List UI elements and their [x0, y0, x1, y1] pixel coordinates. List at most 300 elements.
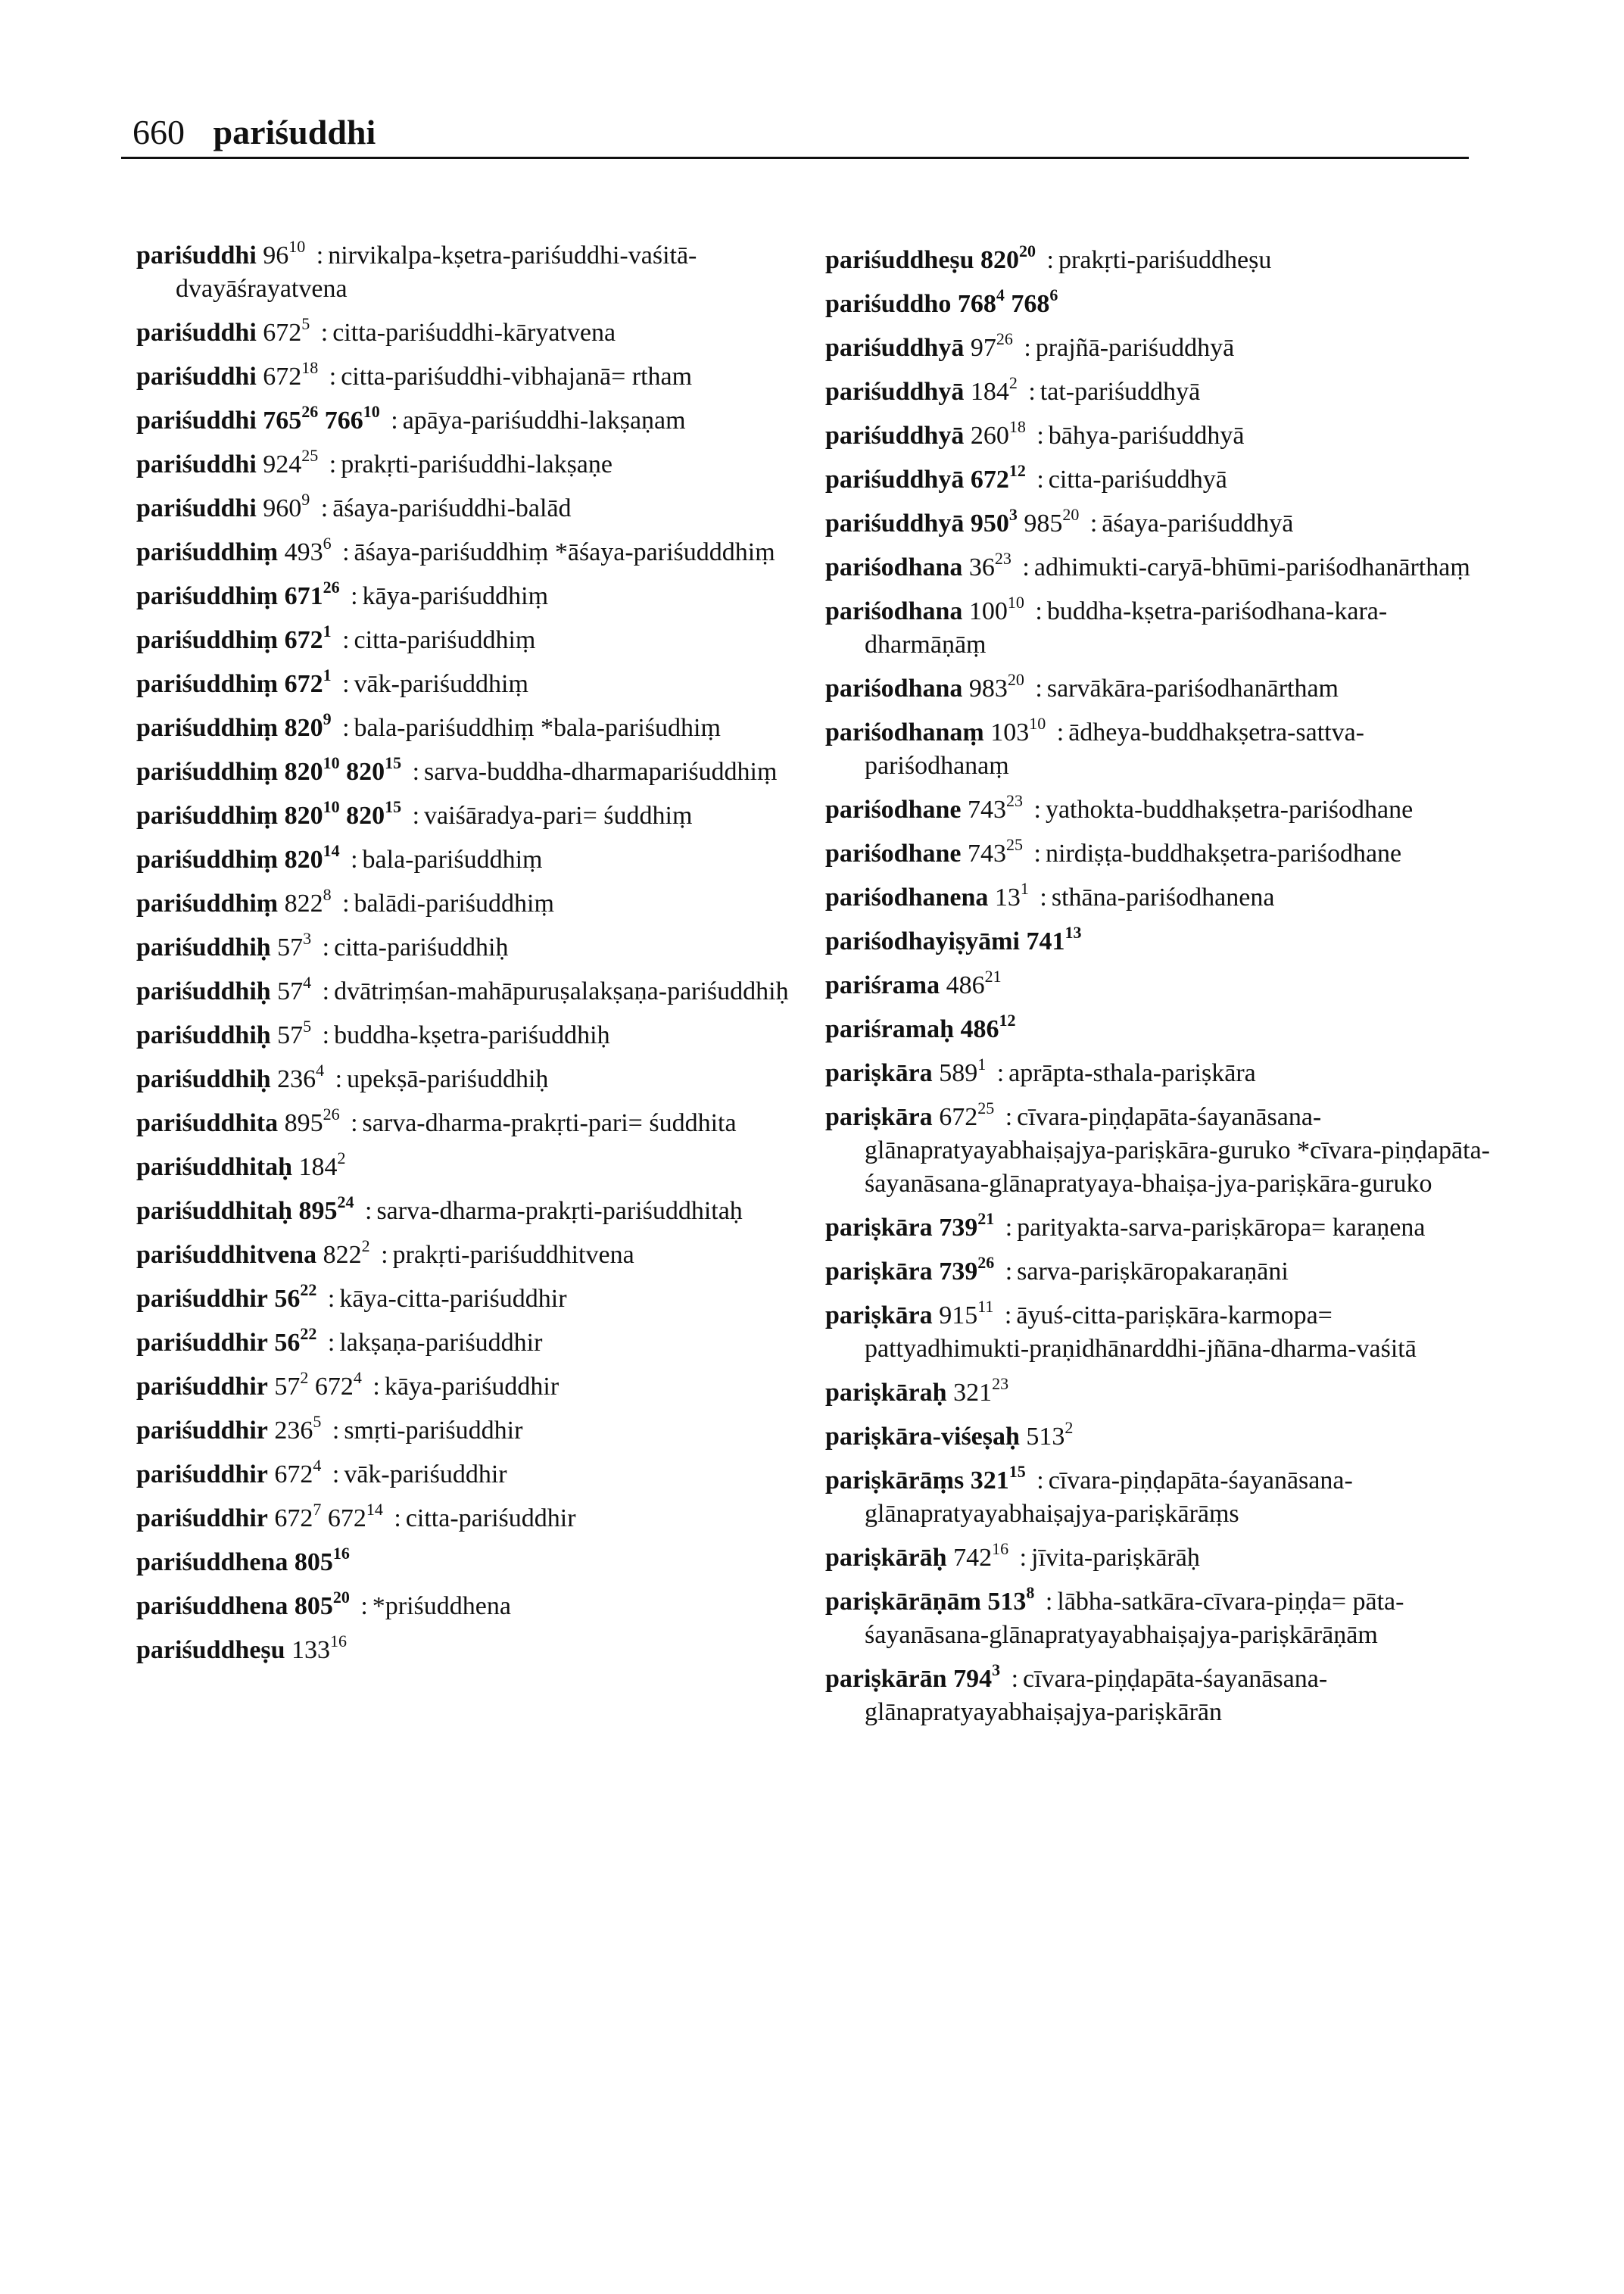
entry-reference: [294, 1588, 350, 1620]
reference-page: 794: [953, 1665, 993, 1693]
index-entry: [136, 404, 803, 438]
entry-context: bala-pariśuddhiṃ *bala-pariśudhiṃ: [354, 714, 721, 742]
entry-reference: [298, 1192, 354, 1225]
reference-page: 672: [263, 319, 302, 347]
reference-line: 16: [992, 1539, 1009, 1558]
left-column: [136, 239, 803, 1678]
reference-line: 9: [323, 709, 332, 728]
reference-line: 23: [1006, 791, 1023, 810]
entry-separator: :: [332, 1417, 340, 1445]
entry-reference: [284, 841, 340, 874]
index-entry: [136, 448, 803, 482]
entry-headword: pariśuddhir: [136, 1329, 268, 1357]
reference-line: 4: [303, 973, 312, 992]
entry-headword: pariśodhane: [825, 796, 962, 824]
entry-reference: [284, 885, 332, 918]
entry-headword: pariṣkāra-viśeṣaḥ: [825, 1423, 1020, 1451]
reference-line: 15: [385, 753, 402, 772]
reference-page: 820: [284, 846, 323, 874]
reference-page: 321: [970, 1466, 1009, 1495]
entry-reference: [263, 237, 306, 270]
running-headword: pariśuddhi: [213, 113, 376, 151]
reference-page: 513: [987, 1588, 1027, 1616]
entry-reference: [284, 753, 340, 786]
reference-page: 766: [324, 407, 363, 435]
entry-separator: :: [316, 242, 324, 270]
index-entry: [825, 1585, 1492, 1652]
entry-reference: [274, 1280, 317, 1313]
entry-headword: pariśuddhi: [136, 407, 257, 435]
entry-reference: [284, 665, 332, 698]
index-entry: [825, 1420, 1492, 1454]
entry-separator: :: [320, 494, 329, 522]
entry-headword: pariśuddhyā: [825, 422, 965, 450]
entry-headword: pariṣkāraḥ: [825, 1379, 947, 1407]
reference-page: 950: [970, 510, 1009, 538]
entry-headword: pariśodhayiṣyāmi: [825, 927, 1020, 955]
entry-context: jīvita-pariṣkārāḥ: [1031, 1544, 1200, 1572]
reference-page: 100: [968, 597, 1008, 625]
entry-context: ādheya-buddhakṣetra-sattva-pariśodhanaṃ: [865, 718, 1365, 780]
reference-page: 133: [291, 1636, 331, 1664]
entry-headword: pariśuddhiḥ: [136, 1021, 271, 1049]
entry-separator: :: [342, 670, 350, 698]
entry-headword: pariśuddhiḥ: [136, 977, 271, 1005]
entry-separator: :: [342, 890, 350, 918]
index-entry: [136, 492, 803, 525]
reference-line: 6: [323, 534, 332, 553]
entry-reference: [294, 1544, 350, 1576]
entry-context: dvātriṃśan-mahāpuruṣalakṣaṇa-pariśuddhiḥ: [334, 977, 789, 1005]
entry-headword: pariśuddho: [825, 290, 952, 318]
entry-reference: [946, 967, 1002, 999]
reference-page: 820: [980, 246, 1020, 274]
reference-line: 6: [1049, 285, 1058, 304]
index-entry: [136, 1151, 803, 1184]
reference-page: 260: [970, 422, 1009, 450]
index-entry: [136, 536, 803, 569]
entry-headword: pariṣkāra: [825, 1301, 933, 1329]
entry-reference: [968, 835, 1023, 868]
entry-headword: pariśuddhir: [136, 1285, 268, 1313]
entry-reference: [953, 1660, 1001, 1693]
reference-page: 895: [284, 1109, 323, 1137]
reference-line: 25: [977, 1099, 995, 1117]
reference-page: 743: [968, 796, 1006, 824]
index-entry: [136, 1019, 803, 1052]
index-entry: [825, 793, 1492, 827]
index-entry: [825, 672, 1492, 706]
entry-headword: pariśuddhiṃ: [136, 802, 279, 830]
reference-line: 3: [992, 1660, 1001, 1679]
reference-page: 820: [284, 714, 323, 742]
reference-page: 486: [946, 971, 985, 999]
index-entry: [825, 925, 1492, 958]
entry-context: sarvākāra-pariśodhanārtham: [1046, 675, 1339, 703]
entry-headword: pariśuddheṣu: [825, 246, 974, 274]
entry-headword: pariṣkārān: [825, 1665, 947, 1693]
entry-reference: [274, 1324, 317, 1357]
entry-headword: pariśuddhena: [136, 1548, 288, 1576]
entry-reference: [939, 1099, 995, 1131]
entry-headword: pariśuddhitvena: [136, 1241, 317, 1269]
index-entry: [825, 373, 1492, 409]
entry-headword: pariṣkāra: [825, 1059, 933, 1087]
entry-context: kāya-pariśuddhiṃ: [362, 582, 549, 610]
entry-separator: :: [1005, 1214, 1013, 1242]
entry-reference: [284, 578, 340, 610]
reference-page: 742: [953, 1544, 993, 1572]
index-entry: [136, 1326, 803, 1360]
entry-context: lābha-satkāra-cīvara-piṇḍa= pāta-śayanāsana-glānapratyayabhaiṣajya-pariṣkārāṇām: [865, 1588, 1404, 1649]
entry-reference: [968, 670, 1024, 703]
entry-reference: [263, 314, 310, 347]
reference-page: 493: [284, 538, 323, 566]
entry-separator: :: [1035, 675, 1043, 703]
index-entry: [825, 244, 1492, 277]
entry-headword: pariśuddhiḥ: [136, 933, 271, 962]
reference-page: 983: [968, 675, 1008, 703]
reference-page: 56: [274, 1329, 301, 1357]
entry-separator: :: [1036, 1466, 1044, 1495]
entry-reference: [284, 1105, 340, 1137]
entry-headword: pariṣkārāṇām: [825, 1588, 981, 1616]
entry-separator: :: [381, 1241, 388, 1269]
entry-separator: :: [1046, 246, 1054, 274]
entry-reference: [314, 1368, 362, 1401]
entry-context: bāhya-pariśuddhyā: [1048, 422, 1245, 450]
index-entry: [136, 887, 803, 921]
entry-headword: pariśramaḥ: [825, 1015, 954, 1043]
entry-reference: [1026, 923, 1082, 955]
reference-line: 5: [313, 1412, 322, 1431]
index-entry: [825, 1376, 1492, 1410]
reference-line: 2: [361, 1236, 370, 1255]
entry-separator: :: [1028, 378, 1036, 406]
reference-page: 820: [284, 758, 323, 786]
reference-page: 671: [284, 582, 323, 610]
reference-page: 672: [263, 363, 302, 391]
entry-reference: [939, 1055, 987, 1087]
reference-page: 895: [298, 1197, 338, 1225]
entry-context: citta-pariśuddhir: [405, 1504, 576, 1532]
entry-context: prakṛti-pariśuddheṣu: [1058, 246, 1272, 274]
page-number: 660: [132, 113, 185, 151]
entry-reference: [987, 1583, 1035, 1616]
reference-page: 820: [284, 802, 323, 830]
reference-line: 4: [313, 1456, 322, 1475]
index-entry: [136, 1458, 803, 1491]
entry-headword: pariśodhana: [825, 597, 963, 625]
entry-context: sarva-buddha-dharmapariśuddhiṃ: [424, 758, 778, 786]
reference-page: 672: [970, 466, 1009, 494]
entry-headword: pariśuddhiṃ: [136, 846, 279, 874]
reference-page: 57: [277, 933, 304, 962]
entry-reference: [284, 622, 332, 654]
index-entry: [825, 507, 1492, 541]
entry-headword: pariśuddheṣu: [136, 1636, 285, 1664]
entry-separator: :: [1033, 840, 1041, 868]
entry-headword: pariṣkāra: [825, 1214, 933, 1242]
entry-separator: :: [342, 714, 350, 742]
reference-page: 513: [1026, 1423, 1065, 1451]
entry-reference: [980, 242, 1036, 274]
index-entry: [825, 837, 1492, 871]
entry-headword: pariśuddhita: [136, 1109, 279, 1137]
entry-reference: [284, 797, 340, 830]
index-entry: [136, 1546, 803, 1579]
reference-page: 486: [960, 1015, 999, 1043]
entry-separator: :: [1019, 1544, 1027, 1572]
entry-reference: [284, 709, 332, 742]
reference-page: 57: [277, 1021, 304, 1049]
reference-line: 2: [300, 1368, 309, 1387]
reference-line: 20: [1062, 505, 1080, 524]
entry-reference: [968, 593, 1024, 625]
reference-line: 26: [996, 329, 1013, 348]
entry-headword: pariśrama: [825, 971, 940, 999]
entry-headword: pariśuddhiṃ: [136, 670, 279, 698]
reference-line: 22: [300, 1280, 317, 1299]
entry-context: āśaya-pariśuddhyā: [1102, 510, 1294, 538]
reference-line: 10: [363, 402, 380, 421]
entry-context: yathokta-buddhakṣetra-pariśodhane: [1045, 796, 1414, 824]
entry-context: buddha-kṣetra-pariśuddhiḥ: [334, 1021, 610, 1049]
entry-reference: [1026, 1418, 1074, 1451]
header-rule: [121, 157, 1469, 159]
index-entry: [136, 1280, 803, 1316]
reference-page: 805: [294, 1548, 333, 1576]
index-entry: [825, 595, 1492, 662]
entry-headword: pariśodhana: [825, 675, 963, 703]
reference-line: 9: [301, 490, 310, 509]
entry-separator: :: [322, 933, 330, 962]
entry-context: cīvara-piṇḍapāta-śayanāsana-glānapratyayabhaiṣajya-pariṣkārāṃs: [865, 1466, 1353, 1528]
entry-headword: pariṣkāra: [825, 1103, 933, 1131]
reference-line: 8: [323, 885, 332, 904]
reference-page: 321: [953, 1379, 993, 1407]
entry-reference: [990, 714, 1046, 746]
entry-headword: pariśuddhi: [136, 363, 257, 391]
entry-reference: [277, 929, 312, 962]
entry-reference: [298, 1149, 346, 1181]
entry-reference: [939, 1297, 994, 1329]
reference-line: 20: [332, 1588, 350, 1607]
entry-context: apāya-pariśuddhi-lakṣaṇam: [402, 407, 686, 435]
index-entry: [136, 360, 803, 394]
entry-separator: :: [1040, 884, 1047, 912]
index-entry: [825, 551, 1492, 584]
reference-line: 15: [1008, 1462, 1026, 1481]
reference-line: 10: [288, 237, 306, 256]
entry-headword: pariśuddhir: [136, 1373, 268, 1401]
index-entry: [825, 329, 1492, 365]
reference-line: 3: [303, 929, 312, 948]
reference-page: 672: [274, 1504, 313, 1532]
entry-context: nirdiṣṭa-buddhakṣetra-pariśodhane: [1045, 840, 1402, 868]
entry-headword: pariśuddhyā: [825, 466, 965, 494]
entry-headword: pariśuddhiṃ: [136, 582, 279, 610]
index-entry: [136, 843, 803, 877]
reference-page: 672: [284, 626, 323, 654]
entry-separator: :: [342, 538, 350, 566]
entry-headword: pariśuddhyā: [825, 510, 965, 538]
reference-line: 26: [323, 578, 340, 597]
entry-reference: [274, 1456, 322, 1488]
index-entry: [136, 580, 803, 613]
index-entry: [825, 1541, 1492, 1575]
entry-context: prakṛti-pariśuddhitvena: [392, 1241, 634, 1269]
reference-line: 3: [1008, 505, 1018, 524]
entry-headword: pariśodhanaṃ: [825, 718, 984, 746]
entry-reference: [324, 402, 380, 435]
entry-headword: pariṣkārāṃs: [825, 1466, 965, 1495]
index-entry: [825, 716, 1492, 783]
entry-headword: pariśuddhitaḥ: [136, 1153, 292, 1181]
entry-reference: [274, 1368, 309, 1401]
reference-page: 103: [990, 718, 1030, 746]
reference-page: 743: [968, 840, 1006, 868]
reference-page: 672: [327, 1504, 366, 1532]
reference-page: 741: [1026, 927, 1065, 955]
reference-line: 16: [330, 1632, 348, 1650]
reference-page: 56: [274, 1285, 301, 1313]
index-entry: [136, 239, 803, 306]
reference-line: 10: [1007, 593, 1024, 612]
reference-line: 8: [1026, 1583, 1035, 1602]
reference-line: 4: [996, 285, 1005, 304]
entry-reference: [277, 973, 312, 1005]
index-entry: [136, 1502, 803, 1535]
entry-context: prakṛti-pariśuddhi-lakṣaṇe: [341, 450, 613, 478]
reference-line: 21: [984, 967, 1002, 986]
entry-separator: :: [1011, 1665, 1019, 1693]
index-entry: [825, 419, 1492, 453]
entry-context: bala-pariśuddhiṃ: [362, 846, 543, 874]
entry-reference: [1011, 285, 1058, 318]
reference-page: 184: [970, 378, 1009, 406]
reference-page: 672: [939, 1103, 978, 1131]
reference-line: 18: [301, 358, 319, 377]
reference-line: 1: [323, 622, 332, 641]
entry-separator: :: [1005, 1258, 1013, 1286]
index-entry: [825, 1057, 1492, 1090]
reference-line: 25: [1006, 835, 1023, 854]
entry-reference: [274, 1500, 322, 1532]
page-header: [132, 114, 1473, 151]
reference-page: 739: [939, 1214, 978, 1242]
entry-context: āśaya-pariśuddhiṃ *āśaya-pariśudddhiṃ: [354, 538, 775, 566]
reference-line: 1: [323, 665, 332, 684]
index-entry: [136, 316, 803, 350]
entry-separator: :: [351, 582, 358, 610]
reference-line: 5: [303, 1017, 312, 1036]
reference-line: 4: [353, 1368, 362, 1387]
entry-reference: [957, 285, 1005, 318]
entry-reference: [970, 329, 1013, 362]
reference-line: 12: [999, 1011, 1016, 1030]
reference-line: 16: [332, 1544, 350, 1563]
reference-page: 672: [314, 1373, 354, 1401]
reference-line: 13: [1064, 923, 1082, 942]
entry-separator: :: [329, 450, 337, 478]
entry-separator: :: [1045, 1588, 1053, 1616]
index-entry: [136, 709, 803, 745]
reference-line: 2: [1008, 373, 1018, 392]
entry-context: nirvikalpa-kṣetra-pariśuddhi-vaśitā-dvayāśrayatvena: [176, 242, 697, 303]
entry-reference: [346, 753, 402, 786]
reference-page: 589: [939, 1059, 978, 1087]
reference-line: 10: [323, 797, 340, 816]
entry-separator: :: [372, 1373, 380, 1401]
entry-reference: [327, 1500, 383, 1532]
entry-context: citta-pariśuddhiḥ: [334, 933, 509, 962]
entry-separator: :: [1036, 422, 1044, 450]
entry-reference: [960, 1011, 1016, 1043]
index-entry: [825, 1101, 1492, 1201]
reference-page: 915: [939, 1301, 978, 1329]
reference-page: 805: [294, 1592, 333, 1620]
reference-line: 26: [977, 1253, 995, 1272]
entry-separator: :: [351, 1109, 358, 1137]
entry-headword: pariśuddhiṃ: [136, 714, 279, 742]
reference-line: 25: [301, 446, 319, 465]
reference-line: 21: [977, 1209, 995, 1228]
entry-headword: pariśuddhi: [136, 494, 257, 522]
entry-reference: [323, 1236, 370, 1269]
entry-context: cīvara-piṇḍapāta-śayanāsana-glānapratyayabhaiṣajya-pariṣkāra-guruko *cīvara-piṇḍapāta-śayanāsana-glānapratyaya-bhaiṣa-jya-pariṣkāra-guruko: [865, 1103, 1490, 1198]
entry-headword: pariśuddhyā: [825, 334, 965, 362]
entry-context: prajñā-pariśuddhyā: [1035, 334, 1235, 362]
reference-page: 820: [346, 802, 385, 830]
reference-page: 13: [994, 884, 1021, 912]
index-entry: [136, 753, 803, 789]
entry-separator: :: [1056, 718, 1064, 746]
entry-separator: :: [996, 1059, 1005, 1087]
entry-separator: :: [1036, 466, 1044, 494]
entry-headword: pariśuddhiṃ: [136, 538, 279, 566]
entry-separator: :: [329, 363, 337, 391]
reference-page: 97: [970, 334, 996, 362]
entry-separator: :: [394, 1504, 401, 1532]
reference-page: 822: [323, 1241, 362, 1269]
entry-separator: :: [342, 626, 350, 654]
entry-reference: [277, 1017, 312, 1049]
entry-reference: [953, 1374, 1009, 1407]
entry-reference: [970, 505, 1018, 538]
entry-context: citta-pariśuddhi-kāryatvena: [332, 319, 616, 347]
entry-context: citta-pariśuddhi-vibhajanā= rtham: [341, 363, 693, 391]
reference-line: 14: [366, 1500, 383, 1519]
entry-headword: pariśuddhi: [136, 450, 257, 478]
entry-reference: [970, 373, 1018, 406]
reference-line: 10: [323, 753, 340, 772]
entry-context: vāk-pariśuddhiṃ: [354, 670, 528, 698]
entry-headword: pariśuddhitaḥ: [136, 1197, 292, 1225]
entry-separator: :: [412, 802, 420, 830]
entry-separator: :: [412, 758, 420, 786]
entry-separator: :: [1022, 553, 1030, 581]
entry-separator: :: [351, 846, 358, 874]
entry-reference: [263, 446, 319, 478]
entry-context: adhimukti-caryā-bhūmi-pariśodhanārthaṃ: [1033, 553, 1470, 581]
index-entry: [825, 1255, 1492, 1289]
entry-headword: pariśodhana: [825, 553, 963, 581]
entry-separator: :: [1004, 1301, 1012, 1329]
index-entry: [825, 969, 1492, 1002]
entry-reference: [953, 1539, 1009, 1572]
entry-context: buddha-kṣetra-pariśodhana-kara-dharmāṇāṃ: [865, 597, 1388, 659]
